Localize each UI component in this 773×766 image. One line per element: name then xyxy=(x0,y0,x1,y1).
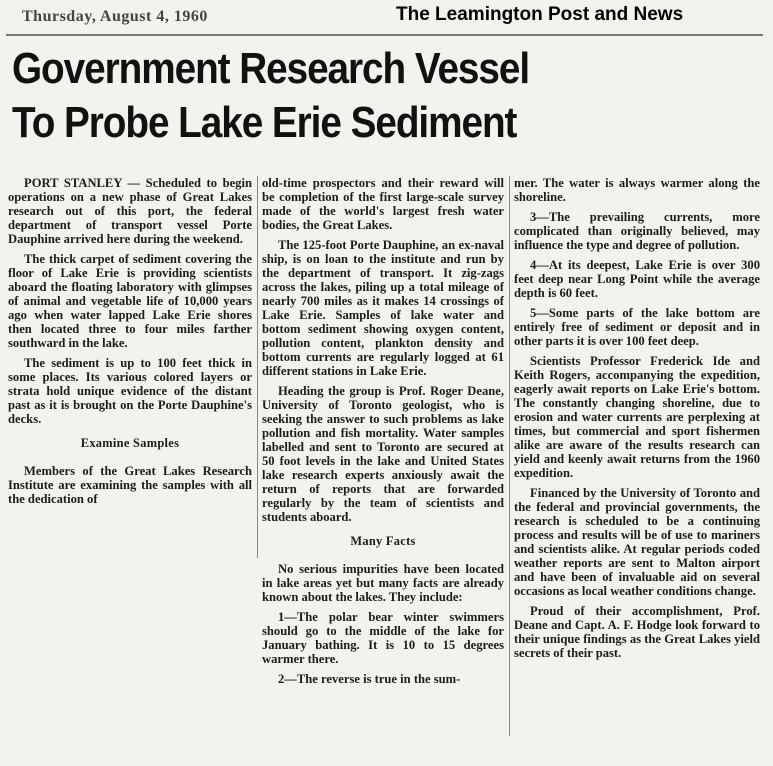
paragraph: No serious impurities have been located in lake areas yet but many facts are already known about the lakes. They include: xyxy=(262,562,504,604)
paragraph: The sediment is up to 100 feet thick in some places. Its various colored layers or strata hold unique evidence of the distant past as it is brought on the Porte Dauphine's decks. xyxy=(8,356,252,426)
headline-line-1: Government Research Vessel xyxy=(12,44,530,93)
paragraph: old-time prospectors and their reward will be completion of the first large-scale survey made of the world's largest fresh water bodies, the Great Lakes. xyxy=(262,176,504,232)
headline-line-2: To Probe Lake Erie Sediment xyxy=(12,98,517,147)
article-headline xyxy=(12,42,663,150)
paragraph: 1—The polar bear winter swimmers should go to the middle of the lake for January bathing. It is 10 to 15 degrees warmer there. xyxy=(262,610,504,666)
newspaper-name: The Leamington Post and News xyxy=(396,4,684,25)
publication-date: Thursday, August 4, 1960 xyxy=(22,8,208,25)
paragraph: PORT STANLEY — Scheduled to begin operations on a new phase of Great Lakes research out of this port, the federal department of transport vessel Porte Dauphine arrived here during the weekend. xyxy=(8,176,252,246)
subheading-examine-samples: Examine Samples xyxy=(80,436,180,450)
paragraph: mer. The water is always warmer along the shoreline. xyxy=(514,176,760,204)
column-divider-2 xyxy=(509,176,510,736)
paragraph: 3—The prevailing currents, more complicated than originally believed, may influence the type and degree of pollution. xyxy=(514,210,760,252)
paragraph: 2—The reverse is true in the sum- xyxy=(278,672,461,686)
paragraph: Financed by the University of Toronto and the federal and provincial governments, the research is scheduled to be a continuing process and results will be of use to mariners and scientists alike. At regular periods coded weather reports are sent to Malton airport and have been of invaluable aid on several occasions as local weather conditions change. xyxy=(514,486,760,598)
top-rule xyxy=(6,34,763,36)
paragraph: The 125-foot Porte Dauphine, an ex-naval ship, is on loan to the institute and run by the department of transport. It zig-zags across the lakes, piling up a total mileage of nearly 700 miles as it makes 14 crossings of Lake Erie. Samples of lake water and bottom sediment showing oxygen content, pollution content, plankton density and bottom currents are regularly logged at 61 different stations in Lake Erie. xyxy=(262,238,504,378)
paragraph: 4—At its deepest, Lake Erie is over 300 feet deep near Long Point while the average depth is 60 feet. xyxy=(514,258,760,300)
paragraph: Scientists Professor Frederick Ide and Keith Rogers, accompanying the expedition, eagerly await reports on Lake Erie's bottom. The constantly changing shoreline, due to erosion and water currents are perplexing at times, but commercial and sport fishermen alike are aware of the results research can yield and keenly await returns from the 1960 expedition. xyxy=(514,354,760,480)
column-divider-1 xyxy=(257,176,258,558)
article-column-3 xyxy=(514,176,760,666)
paragraph: The thick carpet of sediment covering the floor of Lake Erie is providing scientists aboard the floating laboratory with glimpses of animal and vegetable life of 10,000 years ago when water lapped Lake Erie shores then located three to four miles farther southward in the lake. xyxy=(8,252,252,350)
paragraph: 5—Some parts of the lake bottom are entirely free of sediment or deposit and in other parts it is over 100 feet deep. xyxy=(514,306,760,348)
paragraph: Heading the group is Prof. Roger Deane, University of Toronto geologist, who is seeking the answer to such problems as lake pollution and fish mortality. Water samples labelled and sent to Toronto are secured at 50 foot levels in the lake and United States lake research experts anxiously await the return of reports that are forwarded regularly by the team of scientists and students aboard. xyxy=(262,384,504,524)
subheading-many-facts: Many Facts xyxy=(350,534,416,548)
paragraph: Proud of their accomplishment, Prof. Deane and Capt. A. F. Hodge look forward to their unique findings as the Great Lakes yield secrets of their past. xyxy=(514,604,760,660)
paragraph: Members of the Great Lakes Research Institute are examining the samples with all the dedication of xyxy=(8,464,252,506)
article-column-2 xyxy=(262,176,504,692)
article-column-1 xyxy=(8,176,252,512)
